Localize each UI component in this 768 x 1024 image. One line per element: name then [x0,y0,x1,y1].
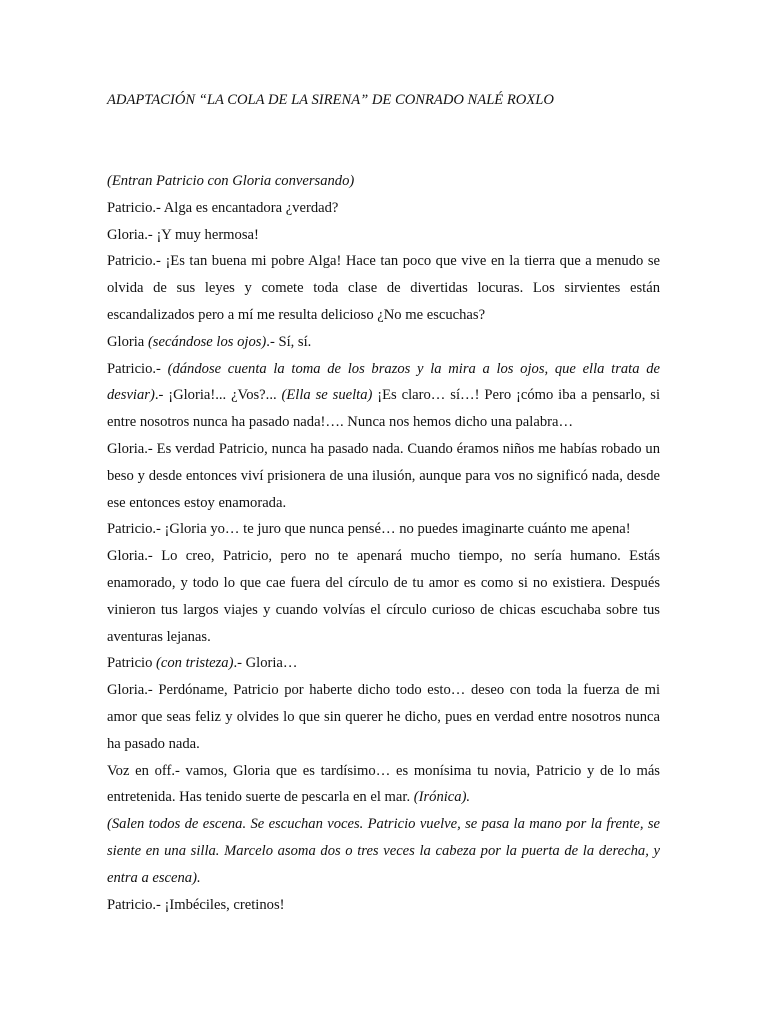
paragraph [107,892,660,919]
document-title: ADAPTACIÓN “LA COLA DE LA SIRENA” DE CONRADO NALÉ ROXLO [107,92,554,108]
dialogue-text: ¡Es claro… sí…! Pero ¡cómo iba a pensarlo, si entre nosotros nunca ha pasado nada!…. Nunca nos hemos dicho una palabra… [107,387,661,431]
paragraph [107,758,660,812]
stage-direction: (con tristeza) [156,655,234,672]
stage-direction: (dándose cuenta la toma de los brazos y la mira a los ojos, que ella trata de desviar) [107,360,660,404]
dialogue-text: Gloria.- Perdóname, Patricio por haberte dicho todo esto… deseo con toda la fuerza de mi amor que seas feliz y olvides lo que sin querer he dicho, pues en verdad entre nosotros nunca ha pasado nada. [107,682,660,752]
dialogue-text: Gloria.- Lo creo, Patricio, pero no te apenará mucho tiempo, no sería humano. Estás enamorado, y todo lo que cae fuera del círculo de tu amor es como si no existiera. Después vinieron tus largos viajes y cuando volvías el círculo curioso de chicas escuchaba sobre tus aventuras lejanas. [107,548,660,645]
dialogue-text: Patricio.- ¡Imbéciles, cretinos! [107,896,285,913]
dialogue-text: Patricio.- ¡Es tan buena mi pobre Alga! Hace tan poco que vive en la tierra que a menudo se olvida de sus leyes y comete toda clase de divertidas locuras. Los sirvientes están escandalizados pero a mí me resulta delicioso ¿No me escuchas? [107,253,660,323]
dialogue-text: Patricio.- [107,360,168,377]
stage-direction: (Ella se suelta) [281,387,373,404]
paragraph [107,248,660,328]
paragraph [107,222,660,249]
paragraph [107,543,660,650]
dialogue-text: Patricio.- Alga es encantadora ¿verdad? [107,199,339,216]
stage-direction: (Irónica). [413,789,471,806]
dialogue-text: Gloria.- Es verdad Patricio, nunca ha pasado nada. Cuando éramos niños me habías robado un beso y desde entonces viví prisionera de una ilusión, aunque para vos no significó nada, desde ese entonces estoy enamorada. [107,440,660,511]
dialogue-text: .- ¡Gloria!... ¿Vos?... [154,387,282,404]
dialogue-text: .- Sí, sí. [266,333,312,350]
paragraph [107,195,660,222]
document-body [107,168,660,918]
dialogue-text: Gloria.- ¡Y muy hermosa! [107,226,259,243]
dialogue-text: .- Gloria… [233,655,298,672]
paragraph [107,811,660,891]
stage-direction: (Entran Patricio con Gloria conversando) [107,173,355,189]
paragraph [107,329,660,356]
paragraph [107,436,660,516]
paragraph [107,650,660,677]
dialogue-text: Patricio.- ¡Gloria yo… te juro que nunca pensé… no puedes imaginarte cuánto me apena! [107,521,631,538]
stage-direction: (Salen todos de escena. Se escuchan voces. Patricio vuelve, se pasa la mano por la frente, se siente en una silla. Marcelo asoma dos o tres veces la cabeza por la puerta de la derecha, y entra a escena). [107,816,660,886]
dialogue-text: Gloria [107,333,148,350]
paragraph [107,516,660,543]
dialogue-text: Patricio [107,655,157,672]
paragraph [107,356,660,436]
dialogue-text: Voz en off.- vamos, Gloria que es tardísimo… es monísima tu novia, Patricio y de lo más entretenida. Has tenido suerte de pescarla en el mar. [107,762,660,806]
paragraph [107,677,660,757]
paragraph [107,168,660,195]
stage-direction: (secándose los ojos) [147,333,267,350]
